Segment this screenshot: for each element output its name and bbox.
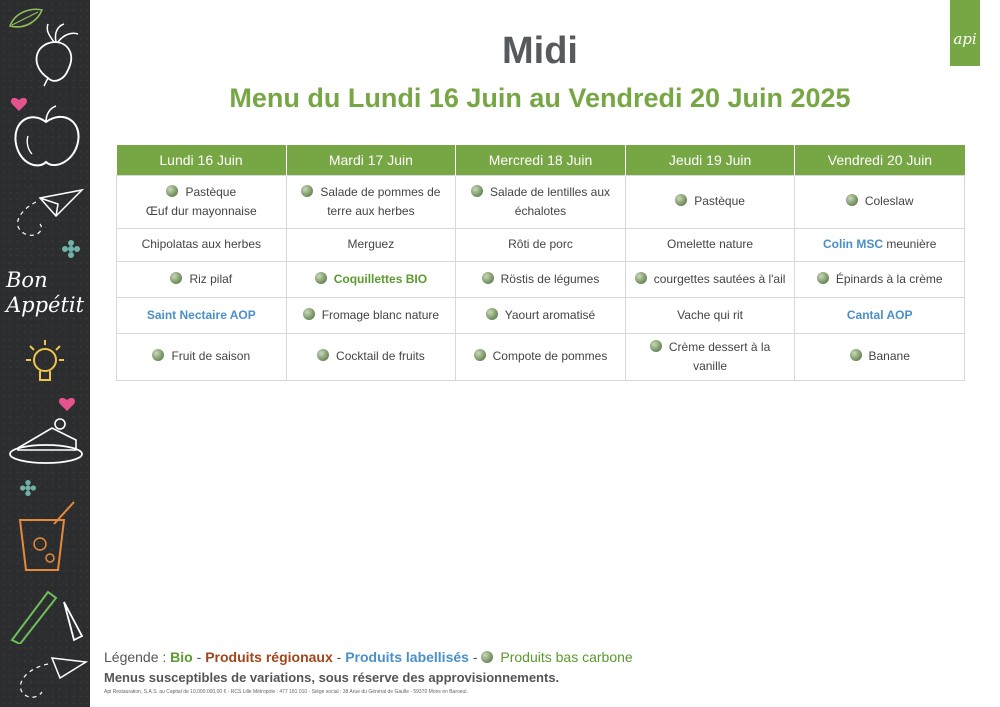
column-header: Lundi 16 Juin [117,145,287,175]
menu-cell: Épinards à la crème [795,261,965,297]
column-header: Mardi 17 Juin [286,145,456,175]
menu-cell: Vache qui rit [625,297,795,333]
table-row [117,333,965,380]
low-carbon-icon [635,272,647,284]
column-header: Jeudi 19 Juin [625,145,795,175]
table-row [117,228,965,261]
menu-cell: Pastèque Œuf dur mayonnaise [117,175,287,228]
heart-icon [58,396,76,412]
menu-cell: Fruit de saison [117,333,287,380]
menu-cell: Saint Nectaire AOP [117,297,287,333]
low-carbon-icon [166,185,178,197]
paper-plane-icon [6,188,86,248]
menu-cell: Colin MSC meunière [795,228,965,261]
legend-bio: Bio [170,649,193,665]
menu-cell: Coleslaw [795,175,965,228]
brand-logo: api [950,0,980,66]
flower-icon [20,480,36,496]
legal-fine-print: Api Restauration, S.A.S. au Capital de 10.000.000,00 € - RCS Lille Métropole : 477 181 010 - Siège social : 38 Arue du Général de Gaulle - 59370 Mons en Baroeul. [104,689,468,695]
low-carbon-icon [315,272,327,284]
paper-plane-icon [8,648,88,704]
apple-icon [10,102,84,172]
menu-cell: Coquillettes BIO [286,261,456,297]
menu-cell: Chipolatas aux herbes [117,228,287,261]
menu-cell: Cantal AOP [795,297,965,333]
low-carbon-icon [301,185,313,197]
cake-icon [6,414,86,466]
chalkboard-sidebar [0,0,90,707]
page-title: Midi [502,30,578,72]
menu-table [116,145,965,381]
low-carbon-icon [482,272,494,284]
menu-cell: Röstis de légumes [456,261,626,297]
low-carbon-icon [486,308,498,320]
menu-cell: Fromage blanc nature [286,297,456,333]
legend-labellise: Produits labellisés [345,649,469,665]
flower-icon [62,240,80,258]
menu-cell: Pastèque [625,175,795,228]
menu-cell: Banane [795,333,965,380]
low-carbon-icon [846,194,858,206]
low-carbon-icon [170,272,182,284]
menu-cell: Omelette nature [625,228,795,261]
low-carbon-icon [317,349,329,361]
menu-cell: Yaourt aromatisé [456,297,626,333]
variation-note: Menus susceptibles de variations, sous réserve des approvisionnements. [104,670,560,685]
low-carbon-icon [675,194,687,206]
page-subtitle: Menu du Lundi 16 Juin au Vendredi 20 Juin 2025 [229,83,851,113]
menu-cell: courgettes sautées à l'ail [625,261,795,297]
menu-cell: Riz pilaf [117,261,287,297]
low-carbon-icon [152,349,164,361]
table-row [117,175,965,228]
legend-low-carbon: Produits bas carbone [500,649,633,665]
menu-cell: Salade de pommes de terre aux herbes [286,175,456,228]
legend: Légende : Bio - Produits régionaux - Produits labellisés - Produits bas carbone [104,649,633,665]
low-carbon-icon [471,185,483,197]
pencil-icon [8,584,88,644]
menu-cell: Crème dessert à la vanille [625,333,795,380]
table-row [117,261,965,297]
menu-cell: Cocktail de fruits [286,333,456,380]
low-carbon-icon [474,349,486,361]
low-carbon-icon [817,272,829,284]
menu-cell: Rôti de porc [456,228,626,261]
column-header: Mercredi 18 Juin [456,145,626,175]
beet-icon [24,22,84,88]
lightbulb-icon [18,338,72,390]
menu-cell: Merguez [286,228,456,261]
juice-glass-icon [14,500,84,574]
menu-cell: Salade de lentilles aux échalotes [456,175,626,228]
low-carbon-icon [303,308,315,320]
header-row [117,145,965,175]
low-carbon-icon [481,651,493,663]
low-carbon-icon [650,340,662,352]
column-header: Vendredi 20 Juin [795,145,965,175]
menu-cell: Compote de pommes [456,333,626,380]
table-row [117,297,965,333]
legend-regional: Produits régionaux [205,649,333,665]
bon-appetit-lettering: Bon Appétit [6,268,85,317]
low-carbon-icon [850,349,862,361]
